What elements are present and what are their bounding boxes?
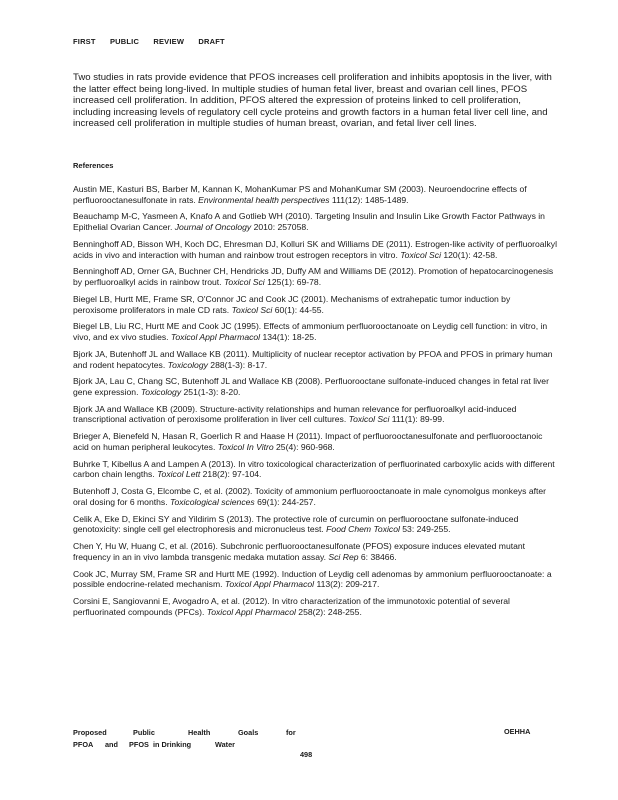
reference-volume-pages: 120(1): 42-58.	[440, 249, 498, 260]
reference-citation: Brieger A, Bienefeld N, Hasan R, Goerlich R and Haase H (2011). Impact of perfluorooctanesulfonate and perfluorooctanoic acid on human peripheral leukocytes.	[73, 431, 543, 452]
footer-word: Proposed	[73, 728, 107, 737]
footer-word: for	[286, 728, 296, 737]
draft-header: FIRST PUBLIC REVIEW DRAFT	[73, 37, 225, 46]
reference-journal: Toxicol Sci	[231, 304, 273, 315]
intro-paragraph: Two studies in rats provide evidence that PFOS increases cell proliferation and inhibits apoptosis in the liver, with the latter effect being long-lived. In multiple studies of human fetal liver, breast and ovarian cell lines, PFOS increased cell proliferation. In addition, PFOS altered the expression of proteins linked to cell proliferation, including increasing levels of regulatory cell cycle proteins and growth factors in a human fetal liver cell line, and increased cell proliferation in multiple studies of human breast, ovarian, and fetal liver cell lines.	[73, 72, 552, 130]
reference-journal: Toxicology	[167, 359, 208, 370]
reference-citation: Biegel LB, Liu RC, Hurtt ME and Cook JC (1995). Effects of ammonium perfluorooctanoate on Leydig cell function: in vitro, in vivo, and ex vivo studies.	[73, 321, 548, 343]
reference-volume-pages: 251(1-3): 8-20.	[181, 386, 241, 397]
reference-journal: Environmental health perspectives	[198, 194, 330, 205]
footer-agency: OEHHA	[504, 727, 531, 736]
reference-entry	[73, 404, 557, 425]
reference-journal: Toxicology	[140, 386, 182, 397]
reference-entry	[73, 459, 557, 480]
reference-volume-pages: 258(2): 248-255.	[295, 606, 362, 617]
reference-citation: Austin ME, Kasturi BS, Barber M, Kannan K, MohanKumar PS and MohanKumar SM (2003). Neuroendocrine effects of perfluorooctanesulfonate in rats.	[73, 184, 527, 205]
reference-citation: Benninghoff AD, Bisson WH, Koch DC, Ehresman DJ, Kolluri SK and Williams DE (2011). Estrogen-like activity of perfluoroalkyl acids in vivo and interaction with human and rainbow trout estrogen receptors in vitro.	[73, 238, 557, 260]
reference-citation: Biegel LB, Hurtt ME, Frame SR, O'Connor JC and Cook JC (2001). Mechanisms of extrahepatic tumor induction by peroxisome proliferators in male CD rats.	[73, 293, 511, 315]
footer-title	[73, 727, 296, 750]
reference-journal: Toxicol Appl Pharmacol	[224, 579, 315, 590]
reference-entry	[73, 266, 557, 287]
footer-word: Public	[133, 728, 155, 737]
reference-citation: Buhrke T, Kibellus A and Lampen A (2013). In vitro toxicological characterization of perfluorinated carboxylic acids with different carbon chain lengths.	[73, 458, 555, 480]
reference-citation: Corsini E, Sangiovanni E, Avogadro A, et al. (2012). In vitro characterization of the immunotoxic potential of several perfluorinated compounds (PFCs).	[73, 596, 510, 617]
reference-volume-pages: 111(1): 89-99.	[389, 414, 445, 425]
references-list	[73, 184, 557, 624]
reference-entry	[73, 349, 557, 370]
reference-journal: Toxicol Sci	[223, 277, 265, 288]
reference-entry	[73, 321, 557, 342]
footer-word: and	[105, 739, 118, 749]
reference-entry	[73, 376, 557, 397]
reference-citation: Bjork JA and Wallace KB (2009). Structure-activity relationships and human relevance for perfluoroalkyl acid-induced transcriptional activation of peroxisome proliferation in liver cell cultures.	[73, 403, 517, 425]
reference-volume-pages: 60(1): 44-55.	[272, 304, 324, 315]
footer-title-line-2	[73, 739, 296, 751]
reference-citation: Celik A, Eke D, Ekinci SY and Yildirim S (2013). The protective role of curcumin on perfluorooctane sulfonate-induced genotoxicity: single cell gel electrophoresis and micronucleus test.	[73, 513, 519, 535]
reference-journal: Food Chem Toxicol	[326, 524, 400, 535]
reference-citation: Bjork JA, Lau C, Chang SC, Butenhoff JL and Wallace KB (2008). Perfluorooctane sulfonate-induced changes in fetal rat liver gene expression.	[73, 376, 549, 397]
reference-entry	[73, 211, 557, 232]
reference-volume-pages: 111(12): 1485-1489.	[329, 194, 409, 205]
reference-entry	[73, 431, 557, 452]
reference-journal: Toxicol In Vitro	[217, 441, 274, 452]
reference-citation: Butenhoff J, Costa G, Elcombe C, et al. (2002). Toxicity of ammonium perfluorooctanoate in male cynomolgus monkeys after oral dosing for 6 months.	[73, 486, 547, 507]
reference-entry	[73, 541, 557, 562]
reference-entry	[73, 569, 557, 590]
reference-volume-pages: 6: 38466.	[358, 551, 397, 562]
reference-citation: Bjork JA, Butenhoff JL and Wallace KB (2011). Multiplicity of nuclear receptor activation by PFOA and PFOS in primary human and rodent hepatocytes.	[73, 348, 553, 370]
footer-word: PFOS	[129, 739, 149, 749]
footer-word: in Drinking	[153, 739, 192, 749]
page-number: 498	[300, 750, 313, 759]
reference-journal: Toxicol Lett	[157, 469, 201, 480]
reference-entry	[73, 596, 557, 617]
footer-word: Water	[215, 739, 236, 749]
reference-journal: Toxicol Sci	[400, 249, 441, 260]
reference-entry	[73, 294, 557, 315]
footer-word: PFOA	[73, 739, 94, 749]
footer-title-line-1	[73, 727, 296, 739]
reference-citation: Cook JC, Murray SM, Frame SR and Hurtt ME (1992). Induction of Leydig cell adenomas by ammonium perfluorooctanoate: a possible endocrine-related mechanism.	[73, 568, 552, 590]
footer-word: Goals	[238, 728, 259, 737]
reference-entry	[73, 514, 557, 535]
reference-volume-pages: 2010: 257058.	[251, 222, 309, 233]
reference-volume-pages: 125(1): 69-78.	[264, 277, 322, 288]
footer-word: Health	[188, 728, 211, 737]
reference-journal: Toxicological sciences	[169, 496, 255, 507]
reference-volume-pages: 134(1): 18-25.	[260, 332, 317, 343]
reference-volume-pages: 53: 249-255.	[399, 524, 451, 535]
reference-journal: Journal of Oncology	[174, 222, 252, 233]
reference-entry	[73, 486, 557, 507]
reference-volume-pages: 25(4): 960-968.	[273, 441, 335, 452]
reference-volume-pages: 288(1-3): 8-17.	[207, 359, 268, 370]
reference-volume-pages: 218(2): 97-104.	[200, 469, 262, 480]
reference-journal: Toxicol Appl Pharmacol	[206, 606, 296, 617]
references-heading: References	[73, 161, 114, 170]
reference-journal: Toxicol Appl Pharmacol	[170, 332, 261, 343]
reference-citation: Chen Y, Hu W, Huang C, et al. (2016). Subchronic perfluorooctanesulfonate (PFOS) exposure induces elevated mutant frequency in an in vivo lambda transgenic medaka mutation assay.	[73, 541, 526, 562]
reference-citation: Beauchamp M-C, Yasmeen A, Knafo A and Gotlieb WH (2010). Targeting Insulin and Insulin Like Growth Factor Pathways in Epithelial Ovarian Cancer.	[73, 211, 545, 233]
reference-journal: Sci Rep	[328, 551, 359, 562]
reference-volume-pages: 69(1): 244-257.	[254, 496, 316, 507]
reference-journal: Toxicol Sci	[348, 414, 390, 425]
reference-citation: Benninghoff AD, Orner GA, Buchner CH, Hendricks JD, Duffy AM and Williams DE (2012). Promotion of hepatocarcinogenesis by perfluoroalkyl acids in rainbow trout.	[73, 266, 554, 288]
reference-entry	[73, 239, 557, 260]
reference-volume-pages: 113(2): 209-217.	[314, 579, 380, 590]
reference-entry	[73, 184, 557, 205]
